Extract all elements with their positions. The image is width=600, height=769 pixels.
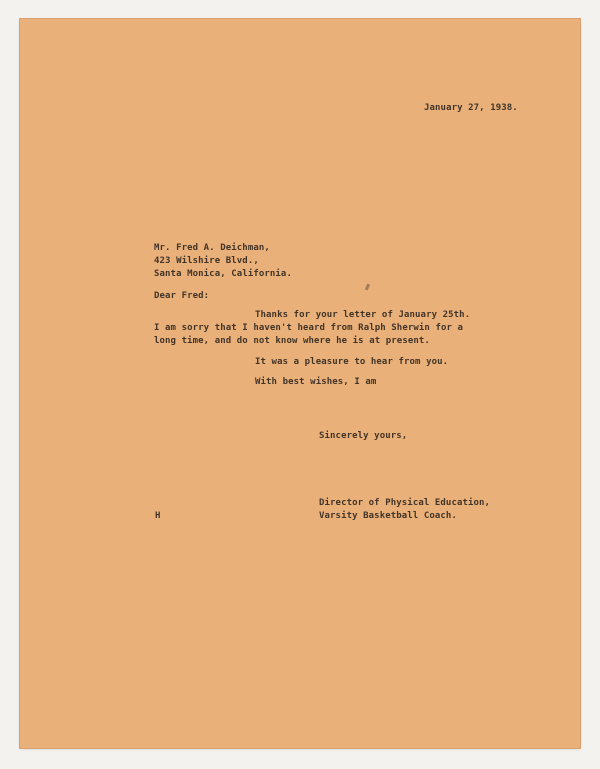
body-line: Thanks for your letter of January 25th. (255, 310, 471, 320)
recipient-name: Mr. Fred A. Deichman, (154, 243, 270, 253)
closing: Sincerely yours, (319, 431, 408, 441)
salutation: Dear Fred: (154, 291, 210, 301)
signature-line: Varsity Basketball Coach. (319, 511, 457, 521)
pencil-mark (365, 284, 370, 291)
signature-line: Director of Physical Education, (319, 498, 491, 508)
letter-date: January 27, 1938. (424, 103, 518, 113)
body-line: With best wishes, I am (255, 377, 377, 387)
letter-sheet (20, 19, 580, 748)
body-line: It was a pleasure to hear from you. (255, 357, 449, 367)
body-line: long time, and do not know where he is at present. (154, 336, 430, 346)
body-line: I am sorry that I haven't heard from Ralph Sherwin for a (154, 323, 464, 333)
typist-initials: H (155, 511, 161, 521)
recipient-city: Santa Monica, California. (154, 269, 292, 279)
recipient-street: 423 Wilshire Blvd., (154, 256, 259, 266)
